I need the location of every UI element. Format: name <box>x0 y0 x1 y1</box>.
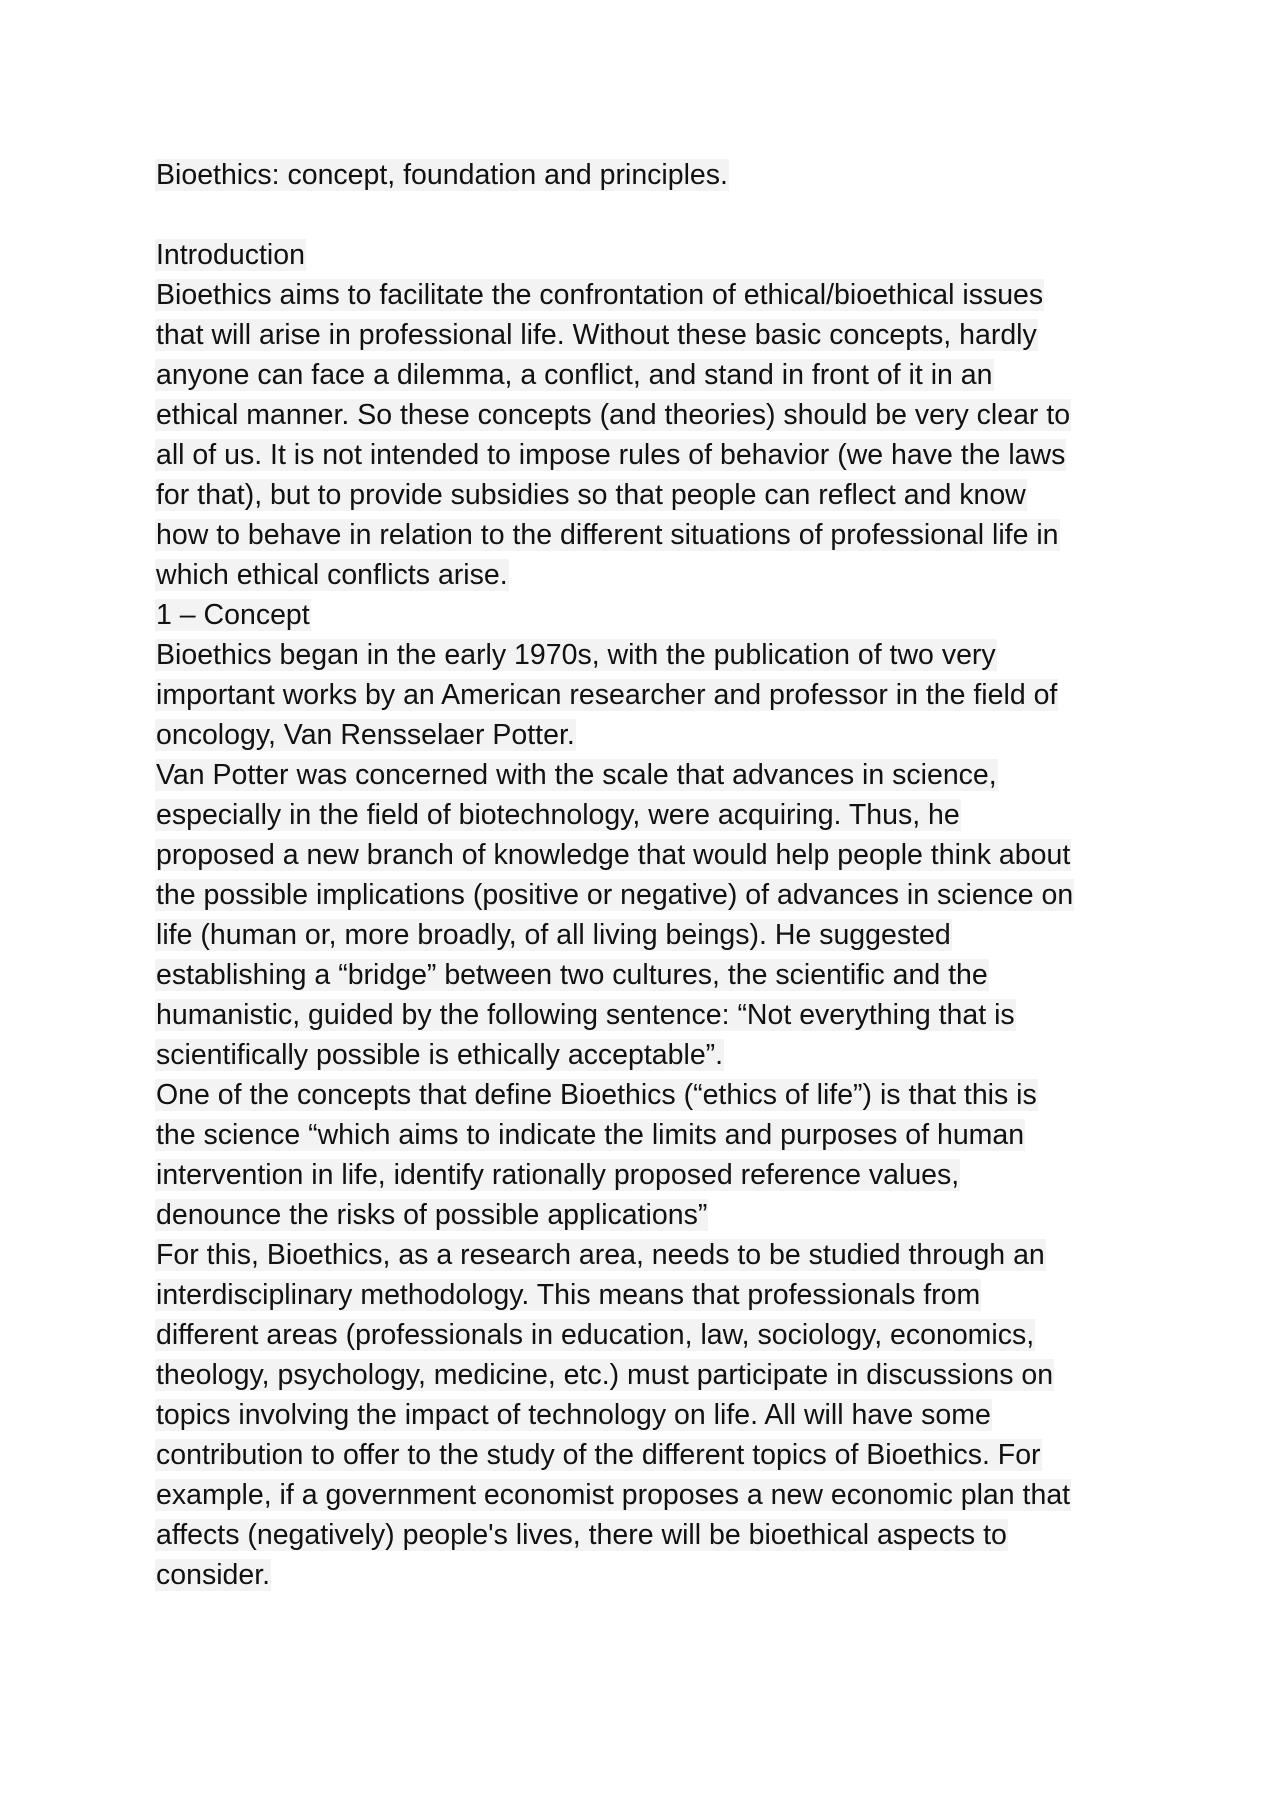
text-line: that will arise in professional life. Without these basic concepts, hardly <box>156 319 1037 351</box>
text-line: the science “which aims to indicate the limits and purposes of human <box>156 1119 1025 1151</box>
text-line: ethical manner. So these concepts (and theories) should be very clear to <box>156 399 1071 431</box>
text-line: theology, psychology, medicine, etc.) must participate in discussions on <box>156 1359 1054 1391</box>
text-line: especially in the field of biotechnology, were acquiring. Thus, he <box>156 799 960 831</box>
text-line: all of us. It is not intended to impose rules of behavior (we have the laws <box>156 439 1066 471</box>
section-heading: 1 – Concept <box>156 599 310 631</box>
document-body <box>155 155 1145 1595</box>
text-line: oncology, Van Rensselaer Potter. <box>156 719 575 751</box>
text-line: the possible implications (positive or negative) of advances in science on <box>156 879 1074 911</box>
text-line: One of the concepts that define Bioethics (“ethics of life”) is that this is <box>156 1079 1037 1111</box>
text-line: affects (negatively) people's lives, there will be bioethical aspects to <box>156 1519 1007 1551</box>
text-line: proposed a new branch of knowledge that would help people think about <box>156 839 1071 871</box>
text-line: denounce the risks of possible applications” <box>156 1199 708 1231</box>
text-line: topics involving the impact of technology on life. All will have some <box>156 1399 991 1431</box>
document-title: Bioethics: concept, foundation and principles. <box>156 159 728 191</box>
text-line: which ethical conflicts arise. <box>156 559 508 591</box>
text-line: consider. <box>156 1559 271 1591</box>
text-line: different areas (professionals in education, law, sociology, economics, <box>156 1319 1035 1351</box>
text-line: Bioethics aims to facilitate the confrontation of ethical/bioethical issues <box>156 279 1044 311</box>
text-line: humanistic, guided by the following sentence: “Not everything that is <box>156 999 1015 1031</box>
text-line: intervention in life, identify rationally proposed reference values, <box>156 1159 960 1191</box>
text-line: interdisciplinary methodology. This means that professionals from <box>156 1279 981 1311</box>
text-lines <box>155 235 1145 1595</box>
section-heading: Introduction <box>156 239 305 271</box>
text-line: scientifically possible is ethically acceptable”. <box>156 1039 724 1071</box>
text-line: establishing a “bridge” between two cultures, the scientific and the <box>156 959 988 991</box>
text-line: example, if a government economist proposes a new economic plan that <box>156 1479 1071 1511</box>
text-line: important works by an American researcher and professor in the field of <box>156 679 1058 711</box>
text-line: For this, Bioethics, as a research area, needs to be studied through an <box>156 1239 1045 1271</box>
text-line: contribution to offer to the study of the different topics of Bioethics. For <box>156 1439 1041 1471</box>
text-line: life (human or, more broadly, of all living beings). He suggested <box>156 919 951 951</box>
paragraph-gap <box>155 195 1145 235</box>
text-line: Van Potter was concerned with the scale that advances in science, <box>156 759 997 791</box>
text-line: how to behave in relation to the different situations of professional life in <box>156 519 1059 551</box>
text-line: Bioethics began in the early 1970s, with the publication of two very <box>156 639 996 671</box>
text-line: anyone can face a dilemma, a conflict, and stand in front of it in an <box>156 359 993 391</box>
text-line: for that), but to provide subsidies so that people can reflect and know <box>156 479 1026 511</box>
